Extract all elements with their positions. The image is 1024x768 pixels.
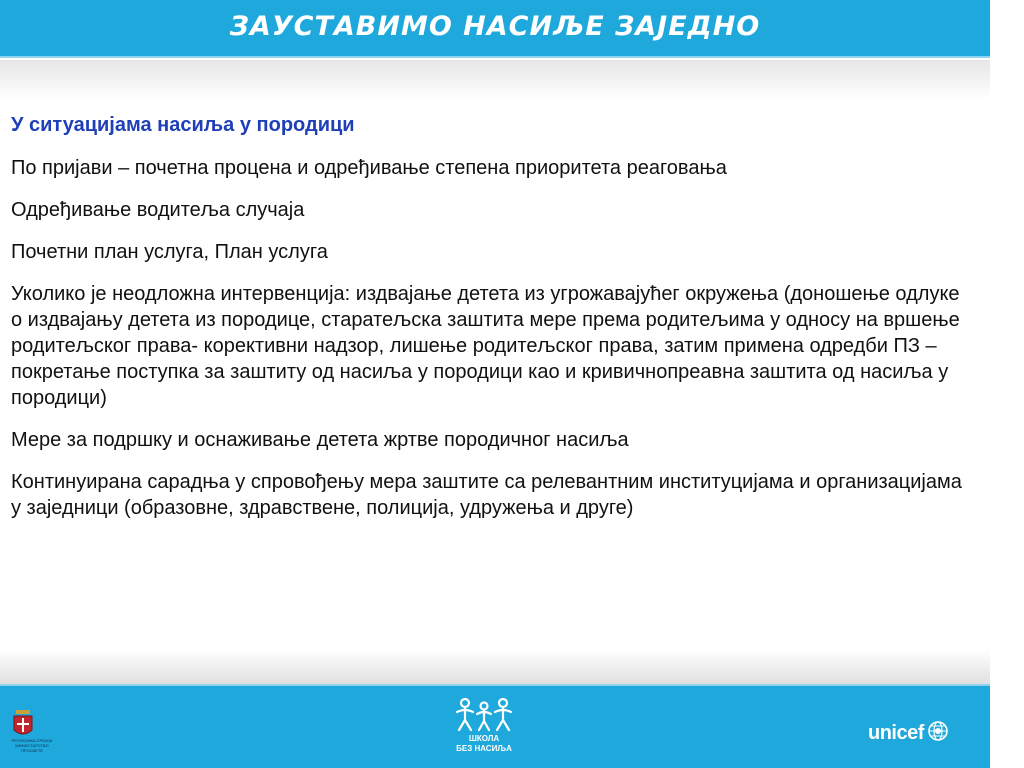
right-edge-strip xyxy=(990,0,1024,768)
school-logo-text xyxy=(436,734,532,754)
paragraph-urgent-intervention: Уколико је неодложна интервенција: издвајање детета из угрожавајућег окружења (доношење одлуке о издвајању детета из породице, старатељска заштита мере према родитељима у односу на вршење родитељског права- корективни надзор, лишење родитељског права, затим примена одредби ПЗ – покретање поступка за заштиту од насиља у породици као и кривичнопреавна заштита од насиља у породици) xyxy=(11,283,960,409)
paragraph-cooperation: Континуирана сарадња у спровођењу мера заштите са релевантним институцијама и организацијама у заједници (образовне, здравствене, полиција, удружења и друге) xyxy=(11,471,962,519)
unicef-globe-icon xyxy=(927,720,949,747)
ministry-caption: РЕПУБЛИКА СРБИЈА МИНИСТАРСТВО ПРОСВЕТЕ xyxy=(11,738,53,753)
paragraph-support-measures: Мере за подршку и оснаживање детета жртве породичног насиља xyxy=(11,429,629,451)
header-title: ЗАУСТАВИМО НАСИЉЕ ЗАЈЕДНО xyxy=(229,11,761,42)
unicef-logo xyxy=(868,722,949,744)
school-text-line1: ШКОЛА xyxy=(468,734,500,743)
school-without-violence-logo-icon xyxy=(446,696,522,734)
slide-heading: У ситуацијама насиља у породици xyxy=(11,114,355,136)
paragraph-reporting: По пријави – почетна процена и одређивање степена приоритета реаговања xyxy=(11,157,727,179)
header-bar xyxy=(0,0,990,58)
header-shadow xyxy=(0,60,990,100)
footer-shadow xyxy=(0,650,990,684)
school-text-line2: БЕЗ НАСИЉА xyxy=(456,744,512,753)
slide-content xyxy=(11,112,971,537)
footer-bar xyxy=(0,684,990,768)
paragraph-service-plan: Почетни план услуга, План услуга xyxy=(11,241,328,263)
paragraph-case-manager: Одређивање водитеља случаја xyxy=(11,199,305,221)
unicef-label: unicef xyxy=(868,721,924,744)
